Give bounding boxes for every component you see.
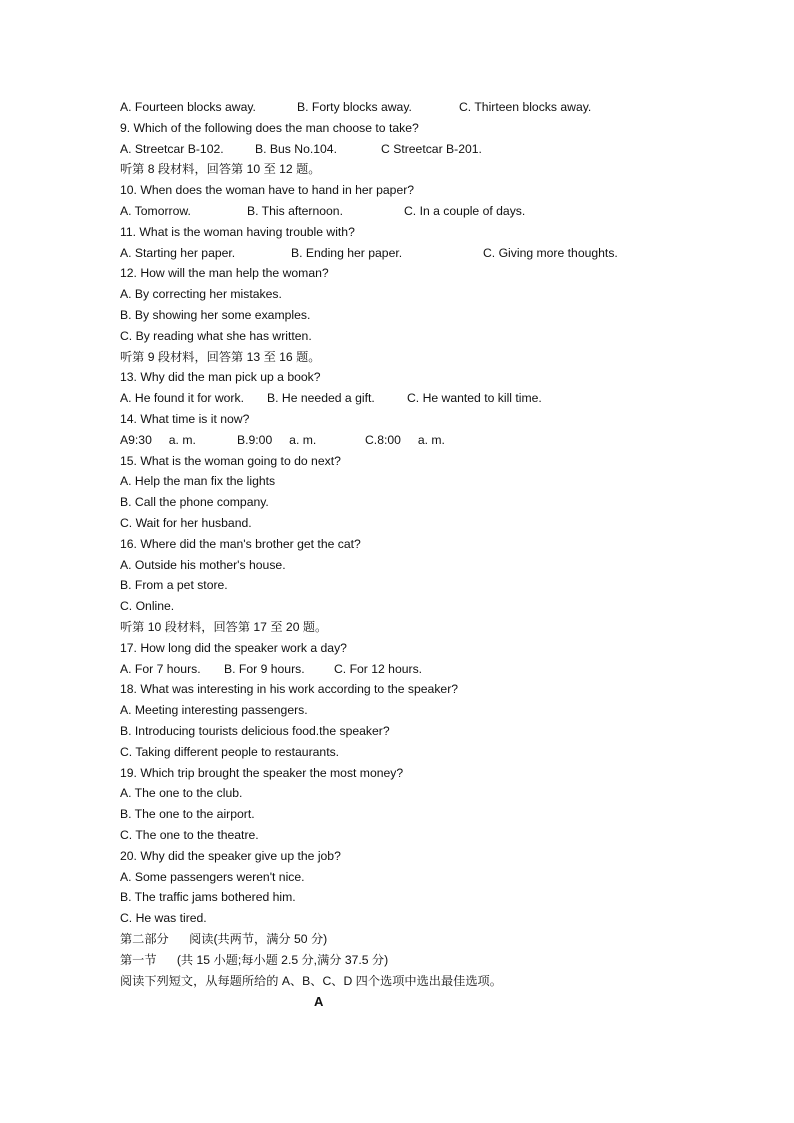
answer-option: C Streetcar B-201. [381, 141, 482, 156]
line-text: 9. Which of the following does the man choose to take? [120, 120, 419, 135]
line-text: 听第 10 段材料，回答第 17 至 20 题。 [120, 620, 328, 634]
passage-label: A [314, 994, 324, 1009]
line-text: B. Call the phone company. [120, 495, 269, 510]
line-text: A. The one to the club. [120, 786, 243, 801]
answer-option: A. Fourteen blocks away. [120, 100, 256, 114]
line-text: C. By reading what she has written. [120, 328, 312, 343]
answer-option: C. He wanted to kill time. [407, 391, 542, 406]
answer-option: A. Streetcar B-102. [120, 141, 224, 156]
line-text: 17. How long did the speaker work a day? [120, 640, 347, 655]
line-text: B. By showing her some examples. [120, 308, 311, 322]
line-text: C. Taking different people to restaurants. [120, 744, 340, 759]
answer-option: C. In a couple of days. [404, 204, 526, 218]
answer-option: B. He needed a gift. [267, 391, 375, 406]
answer-option: B. This afternoon. [247, 204, 343, 218]
answer-option: C.8:00 a. m. [365, 432, 445, 447]
line-text: B. Introducing tourists delicious food.the speaker? [120, 724, 390, 738]
answer-option: B. Forty blocks away. [297, 100, 412, 114]
answer-option: B.9:00 a. m. [237, 432, 317, 447]
line-text: 16. Where did the man's brother get the cat? [120, 536, 361, 551]
line-text: 15. What is the woman going to do next? [120, 453, 341, 468]
line-text: 18. What was interesting in his work according to the speaker? [120, 682, 459, 697]
answer-option: C. Giving more thoughts. [483, 245, 618, 260]
line-text: 13. Why did the man pick up a book? [120, 370, 321, 385]
line-text: 20. Why did the speaker give up the job? [120, 848, 341, 863]
answer-option: C. Thirteen blocks away. [459, 100, 592, 114]
line-text: 10. When does the woman have to hand in her paper? [120, 183, 415, 198]
line-text: B. The one to the airport. [120, 807, 255, 822]
line-text: 第二部分 阅读(共两节，满分 50 分) [120, 932, 328, 946]
line-text: B. The traffic jams bothered him. [120, 890, 296, 905]
answer-option: A. For 7 hours. [120, 661, 201, 676]
line-text: A. Some passengers weren't nice. [120, 869, 305, 884]
answer-option: B. For 9 hours. [224, 661, 305, 676]
line-text: 第一节 (共 15 小题;每小题 2.5 分,满分 37.5 分) [120, 952, 389, 967]
line-text: C. The one to the theatre. [120, 828, 259, 842]
line-text: 19. Which trip brought the speaker the most money? [120, 765, 404, 780]
line-text: 听第 9 段材料，回答第 13 至 16 题。 [120, 349, 321, 364]
line-text: 11. What is the woman having trouble with? [120, 224, 355, 239]
answer-option: B. Ending her paper. [291, 245, 403, 260]
answer-option: A9:30 a. m. [120, 432, 196, 447]
answer-option: A. He found it for work. [120, 391, 244, 406]
line-text: 听第 8 段材料，回答第 10 至 12 题。 [120, 162, 321, 177]
answer-option: B. Bus No.104. [255, 141, 337, 156]
line-text: B. From a pet store. [120, 578, 228, 593]
line-text: 12. How will the man help the woman? [120, 266, 329, 281]
line-text: 14. What time is it now? [120, 412, 250, 426]
line-text: A. By correcting her mistakes. [120, 287, 282, 302]
line-text: C. Wait for her husband. [120, 516, 252, 530]
answer-option: A. Tomorrow. [120, 204, 191, 218]
line-text: A. Meeting interesting passengers. [120, 703, 308, 718]
line-text: A. Help the man fix the lights [120, 474, 276, 489]
line-text: C. He was tired. [120, 911, 207, 926]
line-text: A. Outside his mother's house. [120, 557, 286, 572]
line-text: C. Online. [120, 599, 175, 614]
answer-option: A. Starting her paper. [120, 245, 236, 260]
line-text: 阅读下列短文，从每题所给的 A、B、C、D 四个选项中选出最佳选项。 [120, 973, 502, 988]
answer-option: C. For 12 hours. [334, 661, 423, 676]
